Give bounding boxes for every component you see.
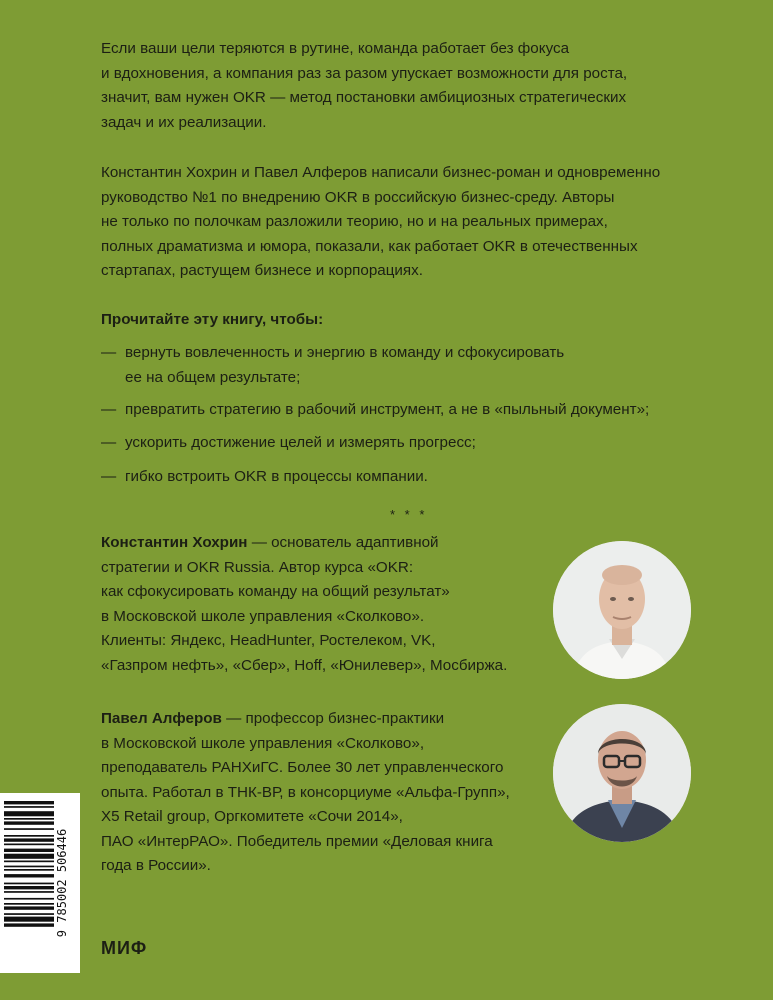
author-photo-alferov — [553, 704, 691, 842]
author-portrait-image — [553, 541, 691, 679]
publisher-logo: МИФ — [101, 938, 148, 958]
author-photo-khokhrin — [553, 541, 691, 679]
isbn-barcode — [0, 793, 80, 973]
text-line: гибко встроить OKR в процессы компании. — [125, 468, 428, 485]
reasons-heading: Прочитайте эту книгу, чтобы: — [101, 311, 324, 328]
text-line: Клиенты: Яндекс, HeadHunter, Ростелеком, VK, — [101, 632, 436, 649]
author-bio-khokhrin: Константин Хохрин — основатель адаптивной стратегии и OKR Russia. Автор курса «OKR: как сфокусировать команду на общий результат» в Московской школе управления «Сколково». Клиенты: Яндекс, HeadHunter, Ростелеком, VK, «Газпром нефть», «Сбер», Hoff, «Юнилевер», Мосбиржа. — [101, 531, 507, 678]
text-line: X5 Retail group, Оргкомитете «Сочи 2014», — [101, 808, 403, 825]
dash-marker: — — [101, 434, 117, 451]
text-line: и вдохновения, а компания раз за разом упускает возможности для роста, — [101, 64, 628, 82]
dash-marker: — — [101, 344, 117, 361]
dash-marker: — — [101, 401, 117, 418]
text-line: Константин Хохрин и Павел Алферов написали бизнес-роман и одновременно — [101, 164, 661, 181]
author-bio-alferov: Павел Алферов — профессор бизнес-практики в Московской школе управления «Сколково», преподаватель РАНХиГС. Более 30 лет управленческого опыта. Работал в ТНК-ВР, в консорциуме «Альфа-Групп», X5 Retail group, Оргкомитете «Сочи 2014», ПАО «ИнтерРАО». Победитель премии «Деловая книга года в России». — [101, 707, 510, 879]
text-line: вернуть вовлеченность и энергию в команду и сфокусировать — [125, 344, 565, 361]
barcode-number: 9 785002 506446 — [55, 828, 69, 938]
text-line: полных драматизма и юмора, показали, как работает OKR в отечественных — [101, 237, 638, 255]
text-line: Если ваши цели теряются в рутине, команда работает без фокуса — [101, 40, 570, 57]
text-line: превратить стратегию в рабочий инструмент, а не в «пыльный документ»; — [125, 401, 650, 418]
text-line: года в России». — [101, 857, 211, 874]
text-line: «Газпром нефть», «Сбер», Hoff, «Юнилевер», Мосбиржа. — [101, 656, 508, 674]
text-line: стратегии и OKR Russia. Автор курса «OKR: — [101, 558, 414, 576]
text-line: в Московской школе управления «Сколково», — [101, 734, 425, 752]
intro-paragraph-2 — [101, 161, 721, 284]
text-line: не только по полочкам разложили теорию, но и на реальных примерах, — [101, 213, 608, 230]
text-line: преподаватель РАНХиГС. Более 30 лет управленческого — [101, 759, 504, 776]
text-line: значит, вам нужен OKR — метод постановки амбициозных стратегических — [101, 89, 627, 106]
text-line: ПАО «ИнтерРАО». Победитель премии «Деловая книга — [101, 832, 493, 850]
text-line: как сфокусировать команду на общий результат» — [101, 583, 450, 600]
text-line: руководство №1 по внедрению OKR в российскую бизнес-среду. Авторы — [101, 188, 615, 206]
text-line: в Московской школе управления «Сколково». — [101, 607, 425, 625]
text-line: ускорить достижение целей и измерять прогресс; — [125, 434, 476, 451]
author-name: Константин Хохрин — [101, 534, 248, 551]
text-line: опыта. Работал в ТНК-ВР, в консорциуме «Альфа-Групп», — [101, 783, 510, 801]
intro-paragraph-1 — [101, 37, 721, 135]
text-line: задач и их реализации. — [101, 113, 267, 131]
author-portrait-image — [553, 704, 691, 842]
dash-marker: — — [101, 468, 117, 485]
section-separator: * * * — [390, 507, 428, 522]
text-line: ее на общем результате; — [125, 368, 301, 386]
author-name: Павел Алферов — [101, 710, 222, 727]
text-line: стартапах, растущем бизнесе и корпорациях. — [101, 262, 423, 279]
